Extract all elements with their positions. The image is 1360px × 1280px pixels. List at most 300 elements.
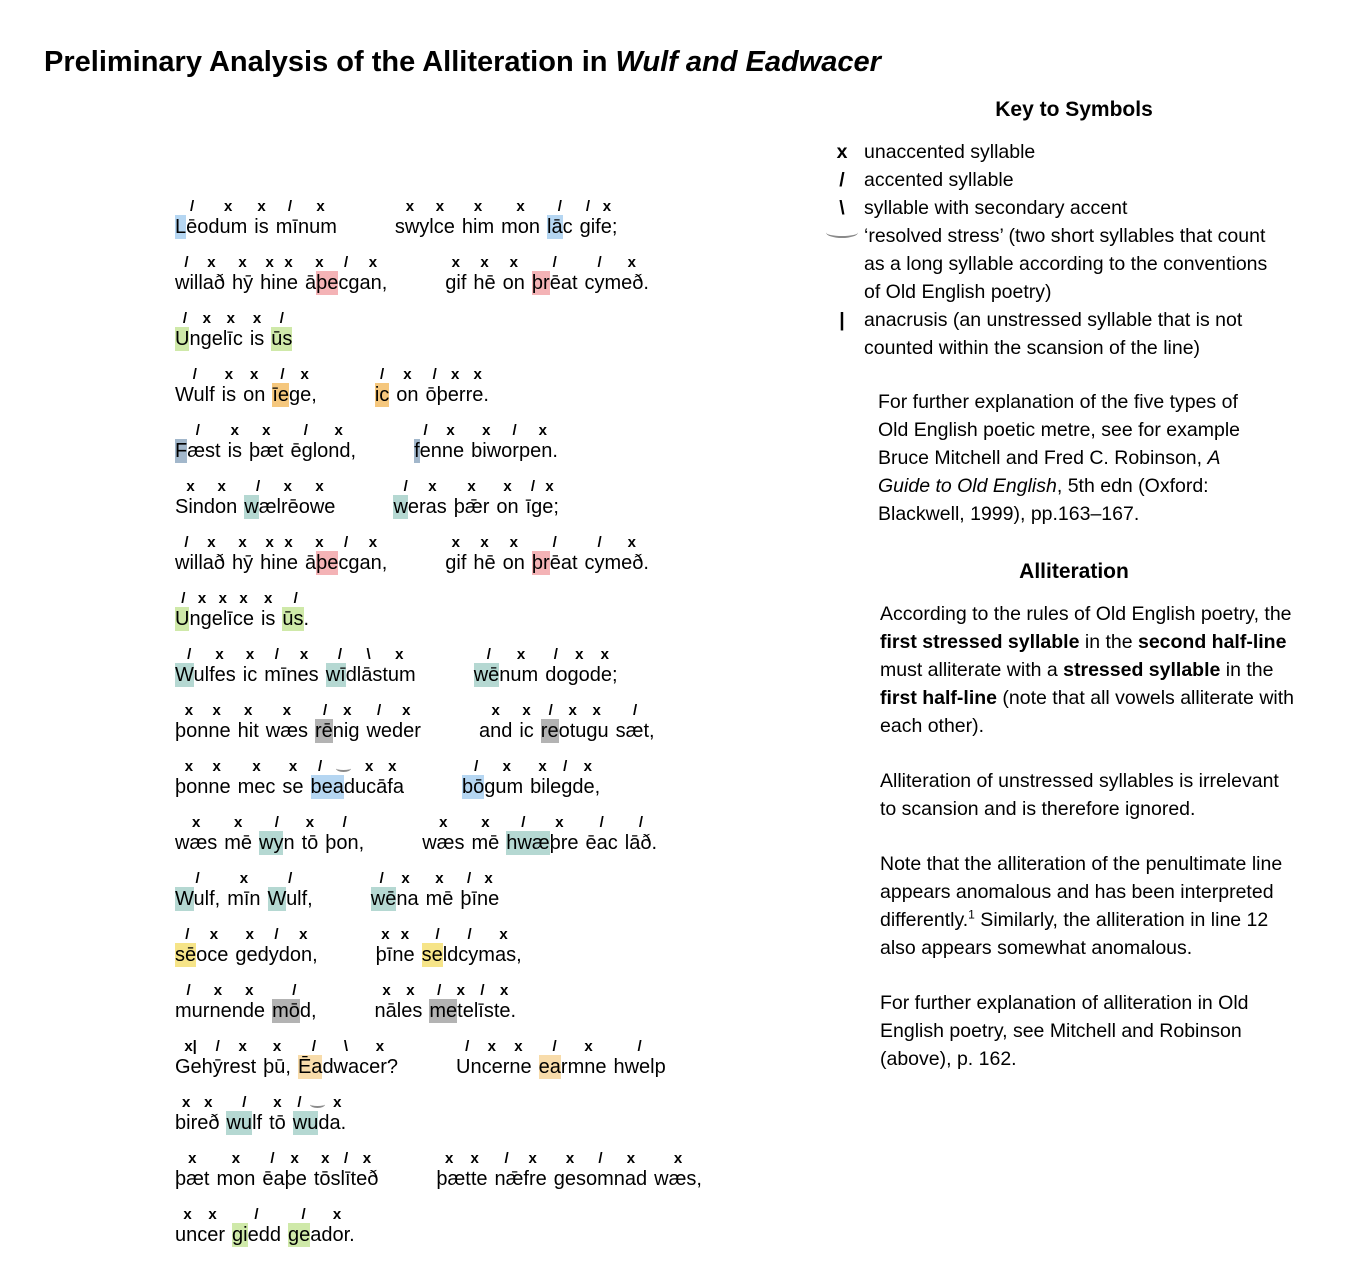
poem-word-text xyxy=(474,662,538,688)
scansion-mark: x xyxy=(239,870,249,887)
scansion-mark: / xyxy=(322,702,328,719)
scansion-mark: x xyxy=(499,926,508,943)
text-segment: Note that the alliteration of the penultimate line appears anomalous and has been interpreted differently. xyxy=(880,853,1283,931)
scansion-marks xyxy=(496,475,518,494)
scansion-marks xyxy=(613,1035,665,1054)
poem-word xyxy=(445,251,466,296)
text-segment: ēat xyxy=(549,552,578,574)
poem-word-text xyxy=(175,494,237,520)
text-segment: rmne xyxy=(560,1056,607,1078)
poem-word-text xyxy=(175,1222,225,1248)
poem-word-text xyxy=(530,774,600,800)
scansion-marks xyxy=(616,699,655,718)
scansion-marks xyxy=(519,699,533,718)
poem-word-text xyxy=(259,830,295,856)
scansion-mark: x xyxy=(264,590,273,607)
poem-word xyxy=(175,531,225,576)
scansion-mark: / xyxy=(274,814,279,831)
poem-word xyxy=(462,755,523,800)
poem-word-text xyxy=(376,942,415,968)
text-segment: first stressed syllable xyxy=(880,631,1080,653)
alliteration-highlight: U xyxy=(175,608,190,630)
poem-word xyxy=(456,1035,532,1080)
scansion-mark: / xyxy=(195,422,200,439)
text-segment: c xyxy=(562,216,573,238)
scansion-mark: x xyxy=(288,758,298,775)
text-segment: sæt, xyxy=(615,720,655,742)
poem-word-text xyxy=(298,1054,398,1080)
scansion-marks xyxy=(175,587,254,606)
poem-word xyxy=(473,251,495,296)
poem-word xyxy=(376,923,415,968)
scansion-mark: / xyxy=(552,1038,557,1055)
poem-word-text xyxy=(495,1166,547,1192)
scansion-marks xyxy=(175,1035,256,1054)
text-segment: dlāstum xyxy=(345,664,416,686)
text-segment: þætte xyxy=(436,1168,488,1190)
poem-word xyxy=(436,1147,487,1192)
scansion-marks xyxy=(530,755,600,774)
text-segment: uncer xyxy=(175,1224,226,1246)
poem-word-text xyxy=(506,830,578,856)
poem-line xyxy=(175,968,702,1024)
scansion-mark: / xyxy=(342,814,347,831)
scansion-marks xyxy=(396,363,418,382)
scansion-marks xyxy=(547,195,573,214)
scansion-mark: x xyxy=(284,534,293,551)
poem-word-text xyxy=(266,718,308,744)
poem-word xyxy=(422,923,522,968)
poem-word-text xyxy=(261,606,275,632)
scansion-marks xyxy=(580,195,618,214)
text-segment: ador. xyxy=(310,1224,355,1246)
scansion-mark: x xyxy=(315,478,324,495)
scansion-mark: x xyxy=(444,1150,454,1167)
alliteration-heading: Alliteration xyxy=(1019,560,1129,583)
poem-word xyxy=(254,195,268,240)
scansion-mark: / xyxy=(637,1038,642,1055)
scansion-marks xyxy=(175,531,225,550)
key-item xyxy=(826,138,1322,166)
poem-word-text xyxy=(243,662,257,688)
poem-word xyxy=(228,419,242,464)
resolved-stress-arc xyxy=(826,227,858,238)
scansion-marks xyxy=(414,419,464,438)
text-segment: , 5th edn (Oxford: Blackwell, 1999), pp.163–167. xyxy=(878,475,1209,525)
text-segment: ngelīce xyxy=(189,608,254,630)
text-segment: weder xyxy=(366,720,421,742)
scansion-marks xyxy=(263,1035,291,1054)
scansion-mark: / xyxy=(379,366,385,383)
scansion-mark: x xyxy=(226,310,235,327)
key-heading: Key to Symbols xyxy=(995,98,1153,121)
text-segment: . xyxy=(303,608,310,630)
poem-word xyxy=(460,867,499,912)
poem-word xyxy=(224,811,252,856)
text-segment: mīn xyxy=(227,888,261,910)
text-segment: is xyxy=(227,440,243,462)
poem-word-text xyxy=(422,830,464,856)
alliteration-highlight: ea xyxy=(538,1056,561,1078)
scansion-marks xyxy=(532,251,578,270)
scansion-mark: x xyxy=(223,198,233,215)
resolved-stress-arc xyxy=(336,765,351,772)
text-segment: ēac xyxy=(585,832,618,854)
scansion-marks xyxy=(293,1091,346,1110)
poem-line xyxy=(175,240,702,296)
scansion-mark: / xyxy=(557,198,562,215)
scansion-mark: x xyxy=(538,422,547,439)
alliteration-highlight: W xyxy=(175,888,194,910)
poem-word-text xyxy=(445,270,466,296)
scansion-mark: / xyxy=(512,422,517,439)
text-segment: him xyxy=(461,216,495,238)
text-segment: mec xyxy=(237,776,276,798)
poem-word xyxy=(175,755,231,800)
scansion-mark: / xyxy=(280,366,285,383)
scansion-mark: x xyxy=(197,590,207,607)
poem-word-text xyxy=(175,382,215,408)
scansion-mark: / xyxy=(255,478,261,495)
poem xyxy=(175,184,702,1248)
text-segment: ducāfa xyxy=(343,776,404,798)
scansion-marks xyxy=(460,867,499,886)
poem-word xyxy=(290,419,356,464)
poem-word xyxy=(616,699,655,744)
scansion-mark: x xyxy=(188,1150,197,1167)
text-segment: hine xyxy=(260,552,298,574)
scansion-mark: x xyxy=(456,982,465,999)
poem-word xyxy=(249,419,283,464)
poem-word-text xyxy=(250,326,264,352)
text-segment: murnende xyxy=(175,1000,266,1022)
alliteration-highlight: īe xyxy=(272,384,290,406)
poem-word xyxy=(311,755,404,800)
text-segment: þǣr xyxy=(453,496,490,518)
text-segment: telīste. xyxy=(457,1000,517,1022)
scansion-marks xyxy=(375,979,423,998)
poem-word xyxy=(519,699,533,744)
text-segment: hȳ xyxy=(232,552,254,574)
scansion-mark: x xyxy=(245,982,254,999)
text-segment: gedydon, xyxy=(235,944,318,966)
scansion-marks xyxy=(250,307,264,326)
scansion-mark: x xyxy=(238,254,247,271)
text-segment: wæs xyxy=(265,720,308,742)
right-column xyxy=(826,96,1322,1100)
poem-word xyxy=(175,475,237,520)
scansion-mark: / xyxy=(423,422,428,439)
scansion-mark: / xyxy=(486,646,491,663)
alliteration-highlight: se xyxy=(421,944,443,966)
text-segment: mīnes xyxy=(264,664,319,686)
scansion-mark: x xyxy=(627,534,636,551)
poem-word xyxy=(271,307,292,352)
poem-word-text xyxy=(311,774,404,800)
alliteration-highlight: Ēa xyxy=(297,1056,323,1078)
alliteration-highlight: f xyxy=(414,440,420,462)
scansion-mark: x xyxy=(238,534,247,551)
scansion-marks xyxy=(311,755,404,774)
scansion-mark: x xyxy=(451,534,461,551)
poem-word-text xyxy=(519,718,533,744)
scansion-marks xyxy=(539,1035,607,1054)
alliteration-paragraphs xyxy=(880,600,1298,1073)
scansion-mark: x xyxy=(262,422,271,439)
text-segment: is xyxy=(260,608,276,630)
poem-word-text xyxy=(175,774,231,800)
scansion-mark: / xyxy=(465,1038,470,1055)
alliteration-highlight: w xyxy=(244,496,259,518)
poem-word-text xyxy=(473,550,495,576)
scansion-mark: / xyxy=(184,254,189,271)
alliteration-highlight: rē xyxy=(314,720,333,742)
poem-line xyxy=(175,576,702,632)
poem-word xyxy=(243,363,265,408)
text-segment: d, xyxy=(299,1000,317,1022)
poem-word-text xyxy=(473,270,495,296)
text-segment: æst xyxy=(187,440,221,462)
poem-word-text xyxy=(462,214,494,240)
text-segment: ulf, xyxy=(286,888,313,910)
scansion-mark: x xyxy=(450,366,460,383)
alliteration-highlight: ūs xyxy=(282,608,304,630)
poem-word xyxy=(260,251,298,296)
poem-word xyxy=(462,195,494,240)
poem-word-text xyxy=(396,382,418,408)
poem-word xyxy=(554,1147,647,1192)
poem-word-text xyxy=(238,774,276,800)
poem-word-text xyxy=(226,1110,262,1136)
poem-word xyxy=(269,1091,286,1136)
text-segment: bireð xyxy=(175,1112,220,1134)
scansion-mark: x xyxy=(583,758,592,775)
scansion-marks xyxy=(462,755,523,774)
scansion-marks xyxy=(436,1147,487,1166)
scansion-marks xyxy=(654,1147,702,1166)
scansion-marks xyxy=(232,1203,281,1222)
poem-word-text xyxy=(238,718,259,744)
poem-word-text xyxy=(503,270,525,296)
scansion-marks xyxy=(426,867,454,886)
scansion-marks xyxy=(260,251,298,270)
text-segment: mē xyxy=(425,888,454,910)
scansion-marks xyxy=(422,923,522,942)
key-item xyxy=(826,166,1322,194)
scansion-mark: / xyxy=(379,870,384,887)
text-segment: nig xyxy=(332,720,360,742)
poem-word-text xyxy=(471,438,558,464)
scansion-marks xyxy=(244,475,335,494)
text-segment: mon xyxy=(216,1168,256,1190)
poem-word xyxy=(422,811,464,856)
scansion-marks xyxy=(314,1147,378,1166)
key-description: syllable with secondary accent xyxy=(864,197,1128,219)
text-segment: on xyxy=(496,496,519,518)
text-segment: cymeð. xyxy=(584,552,649,574)
poem-word xyxy=(545,643,617,688)
scansion-marks xyxy=(175,251,225,270)
scansion-mark: x xyxy=(233,814,243,831)
scansion-marks xyxy=(625,811,657,830)
poem-word-text xyxy=(471,830,499,856)
poem-line xyxy=(175,800,702,856)
scansion-mark: x xyxy=(208,1206,217,1223)
poem-word xyxy=(541,699,609,744)
scansion-marks xyxy=(554,1147,647,1166)
poem-word xyxy=(266,699,308,744)
alliteration-highlight: W xyxy=(267,888,287,910)
poem-word-text xyxy=(554,1166,647,1192)
scansion-marks xyxy=(422,811,464,830)
poem-word-text xyxy=(422,942,522,968)
poem-word xyxy=(580,195,618,240)
poem-word xyxy=(288,1203,355,1248)
text-segment: ōþerre. xyxy=(425,384,489,406)
poem-word xyxy=(175,979,265,1024)
key-symbol-arc xyxy=(826,222,858,306)
scansion-mark: / xyxy=(254,1206,259,1223)
poem-word xyxy=(175,811,217,856)
scansion-marks xyxy=(243,643,257,662)
poem-word-text xyxy=(654,1166,702,1192)
poem-word xyxy=(371,867,419,912)
alliteration-highlight: L xyxy=(175,216,187,238)
poem-line xyxy=(175,520,702,576)
poem-word-text xyxy=(545,662,617,688)
poem-word-text xyxy=(175,550,225,576)
scansion-marks xyxy=(506,811,578,830)
alliteration-highlight: þe xyxy=(316,552,339,574)
poem-word xyxy=(272,979,316,1024)
text-segment: willað xyxy=(175,552,226,574)
poem-word-text xyxy=(175,942,228,968)
scansion-marks xyxy=(471,811,499,830)
poem-word xyxy=(454,475,490,520)
poem-word-text xyxy=(585,550,649,576)
scansion-mark: x xyxy=(186,478,195,495)
poem-word xyxy=(539,1035,607,1080)
text-segment: hit xyxy=(237,720,259,742)
scansion-mark: x xyxy=(509,534,518,551)
poem-word xyxy=(585,251,649,296)
scansion-mark: x xyxy=(300,366,309,383)
scansion-mark: / xyxy=(563,758,568,775)
scansion-mark: x xyxy=(600,646,609,663)
scansion-marks xyxy=(325,811,364,830)
scansion-marks xyxy=(243,363,265,382)
scansion-marks xyxy=(259,811,295,830)
scansion-marks xyxy=(503,251,525,270)
scansion-marks xyxy=(429,979,516,998)
poem-word xyxy=(495,1147,547,1192)
scansion-mark: / xyxy=(303,422,308,439)
scansion-mark: x xyxy=(209,926,219,943)
scansion-marks xyxy=(175,307,243,326)
text-segment: in the xyxy=(1079,631,1138,653)
poem-word xyxy=(175,251,225,296)
scansion-mark: / xyxy=(337,646,343,663)
text-segment: on xyxy=(502,552,525,574)
key-symbol: \ xyxy=(839,197,845,219)
key-list xyxy=(826,138,1322,362)
scansion-mark: / xyxy=(598,1150,603,1167)
key-item xyxy=(826,222,1322,306)
key-symbol: | xyxy=(839,309,845,331)
text-segment: þīne xyxy=(375,944,415,966)
poem-word xyxy=(526,475,559,520)
footnote-marker: 1 xyxy=(968,907,975,922)
scansion-mark: x xyxy=(332,1206,342,1223)
scansion-mark: / xyxy=(403,478,408,495)
poem-word xyxy=(503,531,525,576)
text-segment: ælrēowe xyxy=(258,496,336,518)
scansion-marks xyxy=(226,1091,262,1110)
scansion-marks xyxy=(261,587,275,606)
scansion-mark: / xyxy=(344,254,349,271)
alliteration-highlight: ge xyxy=(287,1224,311,1246)
text-segment: wæs xyxy=(422,832,465,854)
poem-line xyxy=(175,184,702,240)
scansion-mark: / xyxy=(184,534,189,551)
poem-word-text xyxy=(501,214,540,240)
poem-word-text xyxy=(613,1054,665,1080)
scansion-mark: x xyxy=(487,1038,496,1055)
scansion-marks xyxy=(227,867,260,886)
alliteration-highlight: wē xyxy=(370,888,397,910)
scansion-mark: / xyxy=(553,646,558,663)
scansion-mark: x xyxy=(224,366,234,383)
poem-word xyxy=(175,1035,256,1080)
scansion-mark: x xyxy=(428,478,437,495)
scansion-mark: / xyxy=(186,982,191,999)
scansion-mark: x xyxy=(333,1094,342,1111)
poem-word-text xyxy=(496,494,518,520)
poem-word xyxy=(282,755,303,800)
alliteration-highlight: me xyxy=(429,1000,458,1022)
scansion-marks xyxy=(288,1203,355,1222)
scansion-marks xyxy=(216,1147,255,1166)
scansion-marks xyxy=(426,363,489,382)
poem-word xyxy=(532,251,578,296)
scansion-marks xyxy=(175,755,231,774)
text-segment: ulf, xyxy=(193,888,221,910)
text-segment: n xyxy=(283,832,295,854)
scansion-mark: / xyxy=(437,982,442,999)
scansion-mark: x xyxy=(364,758,374,775)
scansion-mark: x xyxy=(528,1150,537,1167)
text-segment: hine xyxy=(260,272,298,294)
poem-word xyxy=(547,195,573,240)
poem-word-text xyxy=(175,214,247,240)
poem-word-text xyxy=(249,438,283,464)
poem-word-text xyxy=(232,1222,281,1248)
poem-word xyxy=(393,475,446,520)
scansion-marks xyxy=(175,363,215,382)
scansion-marks xyxy=(282,755,303,774)
poem-word xyxy=(496,475,518,520)
text-segment: ēaþe xyxy=(262,1168,307,1190)
poem-word-text xyxy=(288,1222,355,1248)
scansion-mark: x xyxy=(481,814,490,831)
poem-word-text xyxy=(290,438,356,464)
alliteration-highlight: hwæ xyxy=(506,832,550,854)
text-segment: Sindon xyxy=(175,496,238,518)
scansion-marks xyxy=(366,699,420,718)
scansion-mark: x xyxy=(213,982,223,999)
poem-word xyxy=(261,587,275,632)
poem-word xyxy=(395,195,455,240)
